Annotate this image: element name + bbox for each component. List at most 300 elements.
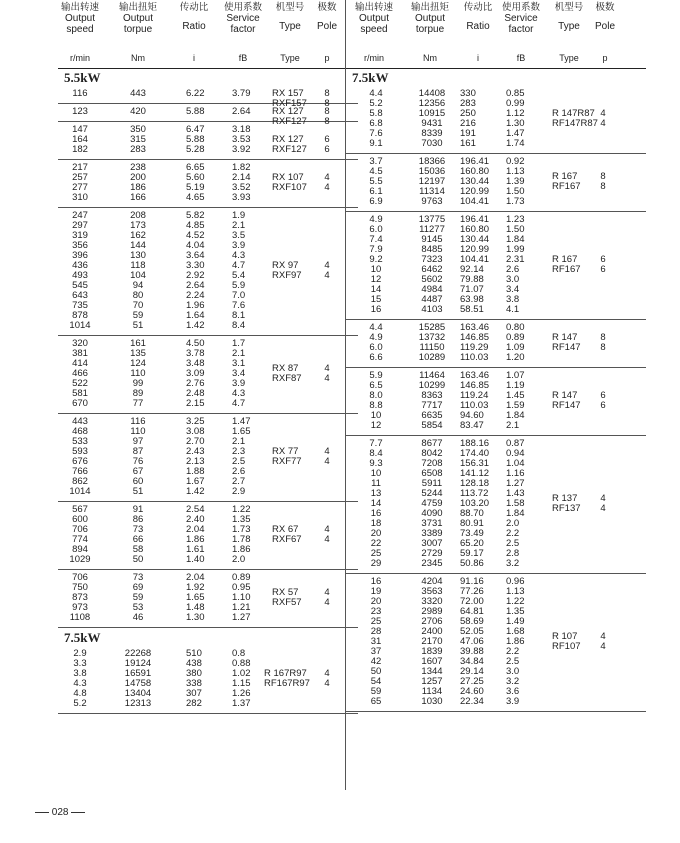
header-torque-zh: 输出扭矩 [118,2,157,13]
cell-speed: 643 [72,290,88,301]
cell-ratio: 130.44 [460,234,490,245]
cell-factor: 4.3 [232,250,246,261]
cell-ratio: 92.14 [460,264,484,275]
cell-factor: 3.4 [232,368,246,379]
table-row [346,139,646,149]
cell-speed: 6.6 [369,352,383,363]
table-row [58,221,358,231]
pole-value: 4 [600,108,606,119]
cell-speed: 9.2 [369,254,383,265]
cell-factor: 1.37 [232,698,251,709]
pole-value: 4 [324,534,330,545]
cell-torque: 4103 [421,304,443,315]
cell-ratio: 6.22 [186,88,205,99]
model-type-label: R 167R97 [264,668,307,679]
cell-factor: 3.93 [232,192,251,203]
cell-speed: 3.7 [369,156,383,167]
cell-speed: 1029 [69,554,91,565]
cell-factor: 3.0 [506,666,520,677]
cell-speed: 247 [72,210,88,221]
cell-speed: 774 [72,534,88,545]
pole-value: 8 [324,106,330,117]
pole-value: 8 [324,88,330,99]
cell-torque: 59 [132,310,144,321]
pole-value: 4 [324,597,330,608]
cell-ratio: 4.04 [186,240,205,251]
cell-ratio: 191 [460,128,476,139]
cell-factor: 1.22 [506,596,525,607]
pole-value: 4 [324,446,330,457]
cell-torque: 67 [132,466,144,477]
cell-speed: 28 [370,626,382,637]
cell-ratio: 250 [460,108,476,119]
header-ratio-en: Ratio [182,21,206,32]
spec-group [58,104,358,127]
cell-torque: 80 [132,290,144,301]
cell-torque: 58 [132,544,144,555]
cell-factor: 5.4 [232,270,246,281]
model-type-label: RXF77 [272,456,302,467]
cell-torque: 3389 [421,528,443,539]
cell-factor: 2.0 [506,518,520,529]
cell-ratio: 330 [460,88,476,99]
cell-factor: 0.89 [232,572,251,583]
cell-torque: 1839 [421,646,443,657]
cell-ratio: 4.50 [186,338,205,349]
model-type-label: RXF97 [272,270,302,281]
cell-speed: 25 [370,548,382,559]
cell-ratio: 2.48 [186,388,205,399]
table-row [58,399,358,409]
table-row [346,529,646,539]
cell-speed: 14 [370,498,382,509]
cell-torque: 12313 [124,698,152,709]
cell-ratio: 5.19 [186,182,205,193]
cell-torque: 12356 [418,98,446,109]
cell-ratio: 4.52 [186,230,205,241]
cell-ratio: 104.41 [460,196,490,207]
pole-count [320,525,334,545]
cell-speed: 10 [370,468,382,479]
pole-count [320,447,334,467]
cell-torque: 7717 [421,400,443,411]
model-type [552,632,581,652]
cell-ratio: 34.84 [460,656,484,667]
model-type-label: RF167 [552,264,581,275]
cell-factor: 8.1 [232,310,246,321]
table-row [58,359,358,369]
header-factor-en1: Service [226,13,260,24]
cell-speed: 23 [370,606,382,617]
table-row [346,129,646,139]
spec-group [346,574,646,712]
table-row [346,577,646,587]
cell-torque: 86 [132,514,144,525]
cell-factor: 1.35 [506,606,525,617]
cell-factor: 2.2 [506,528,520,539]
model-type-label: R 147 [552,390,578,401]
cell-ratio: 2.15 [186,398,205,409]
pole-value: 4 [600,493,606,504]
cell-ratio: 1.42 [186,486,205,497]
left-groups-7-5kw [58,646,358,714]
model-type [272,588,302,608]
table-row [346,607,646,617]
cell-speed: 8.8 [369,400,383,411]
cell-torque: 5602 [421,274,443,285]
cell-torque: 4090 [421,508,443,519]
cell-torque: 16591 [124,668,152,679]
table-row [346,559,646,569]
table-row [346,371,646,381]
cell-factor: 2.31 [506,254,525,265]
pole-count [320,135,334,155]
cell-factor: 1.47 [232,416,251,427]
pole-value: 4 [324,668,330,679]
cell-ratio: 88.70 [460,508,484,519]
cell-speed: 5.2 [73,698,87,709]
table-row [58,613,358,623]
spec-group [58,570,358,628]
cell-ratio: 3.08 [186,426,205,437]
cell-factor: 1.30 [506,118,525,129]
cell-torque: 9763 [421,196,443,207]
cell-ratio: 119.24 [460,390,489,401]
cell-factor: 3.0 [506,274,520,285]
cell-ratio: 120.99 [460,186,490,197]
pole-value: 4 [600,631,606,642]
table-row [58,271,358,281]
cell-speed: 65 [370,696,382,707]
cell-speed: 706 [72,572,88,583]
table-row [58,301,358,311]
pole-count [320,669,334,689]
table-row [346,197,646,207]
cell-torque: 4759 [421,498,443,509]
model-type-label: RF167R97 [264,678,310,689]
header-speed-en1: Output [64,13,96,24]
left-groups-5-5kw [58,86,358,628]
header-torque-en1: Output [414,13,446,24]
table-row [58,163,358,173]
model-type-label: RF147 [552,342,581,353]
model-type-label: RX 127 [272,106,304,117]
cell-factor: 5.9 [232,280,246,291]
header-speed [58,2,102,35]
spec-group [346,320,646,368]
cell-factor: 1.7 [232,338,246,349]
cell-ratio: 5.28 [186,144,205,155]
table-row [58,379,358,389]
cell-factor: 0.80 [506,322,525,333]
cell-torque: 7208 [421,458,443,469]
pole-count [596,172,610,192]
cell-factor: 3.79 [232,88,251,99]
model-type-label: RXF157 [272,98,307,109]
cell-factor: 2.7 [232,476,246,487]
cell-torque: 14408 [418,88,446,99]
cell-ratio: 3.30 [186,260,205,271]
unit-type: Type [559,53,579,63]
cell-ratio: 6.65 [186,162,205,173]
cell-ratio: 77.26 [460,586,484,597]
cell-factor: 2.1 [232,436,246,447]
cell-torque: 443 [130,88,146,99]
cell-speed: 878 [72,310,88,321]
cell-torque: 69 [132,582,144,593]
cell-speed: 164 [72,134,88,145]
cell-speed: 706 [72,524,88,535]
pole-value: 4 [600,118,606,129]
cell-torque: 166 [130,192,146,203]
model-type [552,494,581,514]
spec-group [58,86,358,109]
cell-factor: 1.20 [506,352,525,363]
cell-factor: 0.94 [506,448,525,459]
cell-torque: 200 [130,172,146,183]
cell-torque: 130 [130,250,146,261]
cell-torque: 59 [132,592,144,603]
model-type-label: RF107 [552,641,581,652]
cell-speed: 22 [370,538,382,549]
cell-ratio: 24.60 [460,686,484,697]
cell-ratio: 94.60 [460,410,484,421]
cell-speed: 320 [72,338,88,349]
cell-ratio: 110.03 [460,352,489,363]
cell-speed: 4.4 [369,88,383,99]
header-pole-zh: 极数 [595,2,615,13]
cell-ratio: 216 [460,118,476,129]
cell-torque: 3563 [421,586,443,597]
cell-factor: 1.65 [232,426,251,437]
pole-value: 4 [324,373,330,384]
cell-factor: 1.84 [506,234,525,245]
cell-factor: 7.0 [232,290,246,301]
header-factor-zh: 使用系数 [223,2,262,13]
cell-torque: 9145 [421,234,443,245]
table-row [58,389,358,399]
cell-factor: 1.35 [232,514,251,525]
cell-ratio: 6.47 [186,124,205,135]
cell-speed: 356 [72,240,88,251]
cell-ratio: 2.70 [186,436,205,447]
cell-speed: 522 [72,378,88,389]
pole-value: 4 [600,503,606,514]
model-type [272,173,307,193]
header-pole [312,2,342,32]
cell-factor: 1.73 [232,524,251,535]
table-row [58,145,358,155]
cell-factor: 1.68 [506,626,525,637]
cell-speed: 593 [72,446,88,457]
unit-ratio: i [477,53,479,63]
page-footer [35,807,85,818]
table-row [346,215,646,225]
header-pole-en: Pole [316,21,337,32]
model-type-label: R 167 [552,171,578,182]
model-type-label: R 167 [552,254,578,265]
header-speed-en2: speed [360,24,388,35]
cell-torque: 116 [130,416,146,427]
cell-factor: 1.04 [506,458,525,469]
unit-speed: r/min [70,53,90,63]
cell-speed: 4.5 [369,166,383,177]
cell-factor: 1.86 [506,636,525,647]
cell-ratio: 2.24 [186,290,205,301]
table-row [346,667,646,677]
cell-speed: 1014 [69,320,91,331]
cell-speed: 3.3 [73,658,87,669]
cell-torque: 46 [132,612,144,623]
cell-ratio: 1.88 [186,466,205,477]
cell-torque: 18366 [418,156,446,167]
header-type-en: Type [558,21,580,32]
cell-factor: 1.84 [506,508,525,519]
cell-ratio: 73.49 [460,528,484,539]
cell-ratio: 71.07 [460,284,484,295]
cell-torque: 1344 [421,666,443,677]
pole-value: 6 [600,264,606,275]
cell-torque: 76 [132,456,144,467]
table-row [346,549,646,559]
page-number: 028 [51,807,69,818]
model-type-label: RX 157 [272,88,304,99]
header-ratio [172,2,216,32]
cell-speed: 12 [370,274,382,285]
cell-torque: 11150 [419,342,445,353]
cell-factor: 0.89 [506,332,525,343]
cell-speed: 10 [370,410,382,421]
model-type [552,255,581,275]
table-row [58,311,358,321]
cell-torque: 97 [132,436,144,447]
cell-speed: 4.4 [369,322,383,333]
table-row [346,617,646,627]
cell-factor: 4.3 [232,388,246,399]
header-type [549,2,589,32]
cell-torque: 12197 [418,176,446,187]
cell-torque: 10915 [418,108,446,119]
cell-speed: 7.9 [369,244,383,255]
cell-torque: 8485 [421,244,443,255]
cell-ratio: 120.99 [460,244,490,255]
cell-factor: 1.58 [506,498,525,509]
spec-group [346,86,646,154]
model-type-label: RXF87 [272,373,302,384]
cell-factor: 0.85 [506,88,525,99]
table-row [346,353,646,363]
cell-ratio: 39.88 [460,646,484,657]
cell-factor: 3.1 [232,358,246,369]
cell-factor: 2.64 [232,106,251,117]
cell-speed: 42 [370,656,382,667]
cell-factor: 8.4 [232,320,246,331]
table-row [346,459,646,469]
cell-factor: 3.92 [232,144,251,155]
table-row [58,477,358,487]
cell-factor: 3.9 [232,378,246,389]
header-speed [352,2,396,35]
cell-torque: 238 [130,162,146,173]
cell-torque: 3731 [421,518,443,529]
table-row [58,593,358,603]
cell-torque: 6462 [421,264,443,275]
cell-torque: 13732 [418,332,446,343]
cell-ratio: 72.00 [460,596,484,607]
cell-torque: 144 [130,240,146,251]
cell-ratio: 156.31 [460,458,490,469]
cell-speed: 6.9 [369,196,383,207]
cell-ratio: 1.61 [186,544,205,555]
cell-torque: 89 [132,388,144,399]
cell-factor: 1.10 [232,592,251,603]
cell-torque: 22268 [124,648,152,659]
cell-speed: 5.8 [369,108,383,119]
cell-speed: 4.9 [369,214,383,225]
table-row [58,107,358,117]
cell-torque: 73 [132,524,144,535]
table-row [58,427,358,437]
cell-torque: 50 [132,554,144,565]
cell-ratio: 29.14 [460,666,484,677]
cell-factor: 2.5 [232,456,246,467]
pole-value: 4 [324,678,330,689]
cell-torque: 4204 [421,576,443,587]
cell-speed: 873 [72,592,88,603]
pole-count [320,588,334,608]
table-row [58,241,358,251]
cell-speed: 59 [370,686,382,697]
model-type-label: R 147R87 [552,108,595,119]
cell-ratio: 1.42 [186,320,205,331]
cell-speed: 16 [370,508,382,519]
pole-count [320,261,334,281]
cell-speed: 1108 [69,612,91,623]
table-row [58,193,358,203]
cell-factor: 1.21 [232,602,251,613]
table-row [58,457,358,467]
cell-ratio: 58.51 [460,304,484,315]
cell-factor: 0.88 [232,658,251,669]
cell-factor: 1.9 [232,210,246,221]
unit-nm: Nm [423,53,437,63]
cell-speed: 600 [72,514,88,525]
cell-torque: 1607 [421,656,443,667]
cell-speed: 3.8 [73,668,87,679]
cell-speed: 217 [72,162,88,173]
cell-factor: 3.18 [232,124,251,135]
pole-value: 4 [324,524,330,535]
unit-nm: Nm [131,53,145,63]
table-row [58,369,358,379]
cell-torque: 8363 [421,390,443,401]
cell-speed: 6.5 [369,380,383,391]
pole-value: 4 [600,641,606,652]
unit-fb: fB [516,53,526,63]
cell-torque: 2706 [421,616,443,627]
model-type [272,447,302,467]
cell-factor: 1.99 [506,244,525,255]
header-speed-zh: 输出转速 [354,2,393,13]
cell-factor: 2.1 [506,420,520,431]
section-title: 7.5kW [64,630,101,645]
cell-speed: 29 [370,558,382,569]
cell-ratio: 1.40 [186,554,205,565]
table-row [58,447,358,457]
cell-factor: 2.8 [506,548,520,559]
cell-factor: 3.9 [506,696,520,707]
cell-factor: 1.19 [506,380,525,391]
